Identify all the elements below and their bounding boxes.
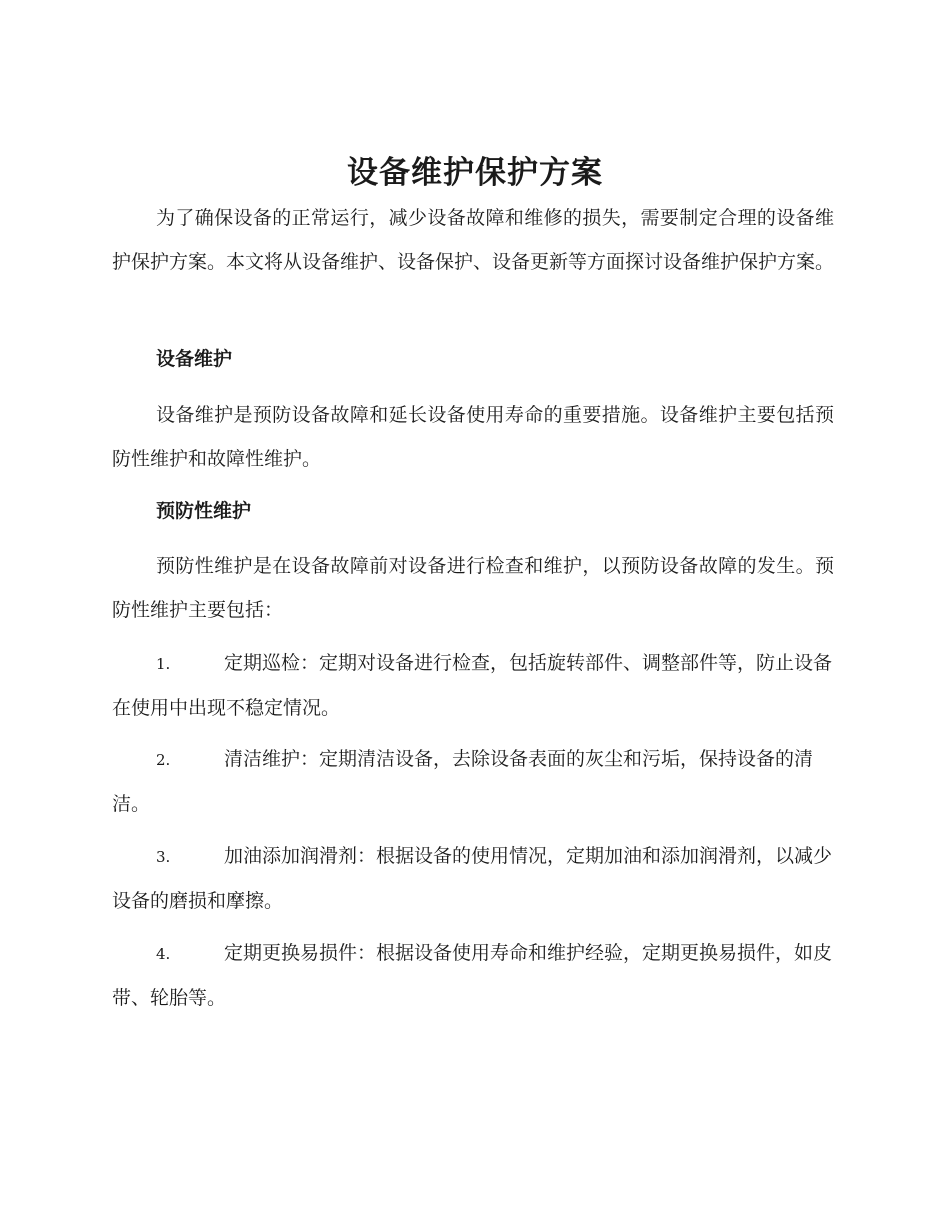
list-item-number: 3. [156, 848, 171, 866]
intro-paragraph: 为了确保设备的正常运行，减少设备故障和维修的损失，需要制定合理的设备维护保护方案。本文将从设备维护、设备保护、设备更新等方面探讨设备维护保护方案。 [112, 207, 835, 273]
list-item-text: 定期更换易损件：根据设备使用寿命和维护经验，定期更换易损件，如皮带、轮胎等。 [112, 942, 833, 1009]
list-item [112, 931, 834, 1020]
list-item-text: 清洁维护：定期清洁设备，去除设备表面的灰尘和污垢，保持设备的清洁。 [112, 748, 814, 815]
list-item [112, 834, 834, 923]
list-item-text: 定期巡检：定期对设备进行检查，包括旋转部件、调整部件等，防止设备在使用中出现不稳定情况。 [112, 652, 833, 719]
list-item-number: 2. [156, 751, 171, 769]
section-body-preventive: 预防性维护是在设备故障前对设备进行检查和维护，以预防设备故障的发生。预防性维护主要包括： [112, 555, 834, 621]
document-title: 设备维护保护方案 [347, 155, 603, 191]
list-item-text: 加油添加润滑剂：根据设备的使用情况，定期加油和添加润滑剂，以减少设备的磨损和摩擦。 [112, 845, 833, 912]
list-item [112, 641, 834, 730]
list-item-number: 1. [156, 655, 171, 673]
section-heading-preventive: 预防性维护 [156, 500, 252, 522]
list-item [112, 737, 834, 826]
section-body-maintenance: 设备维护是预防设备故障和延长设备使用寿命的重要措施。设备维护主要包括预防性维护和故障性维护。 [112, 404, 834, 470]
list-item-number: 4. [156, 945, 171, 963]
section-heading-maintenance: 设备维护 [156, 348, 233, 370]
